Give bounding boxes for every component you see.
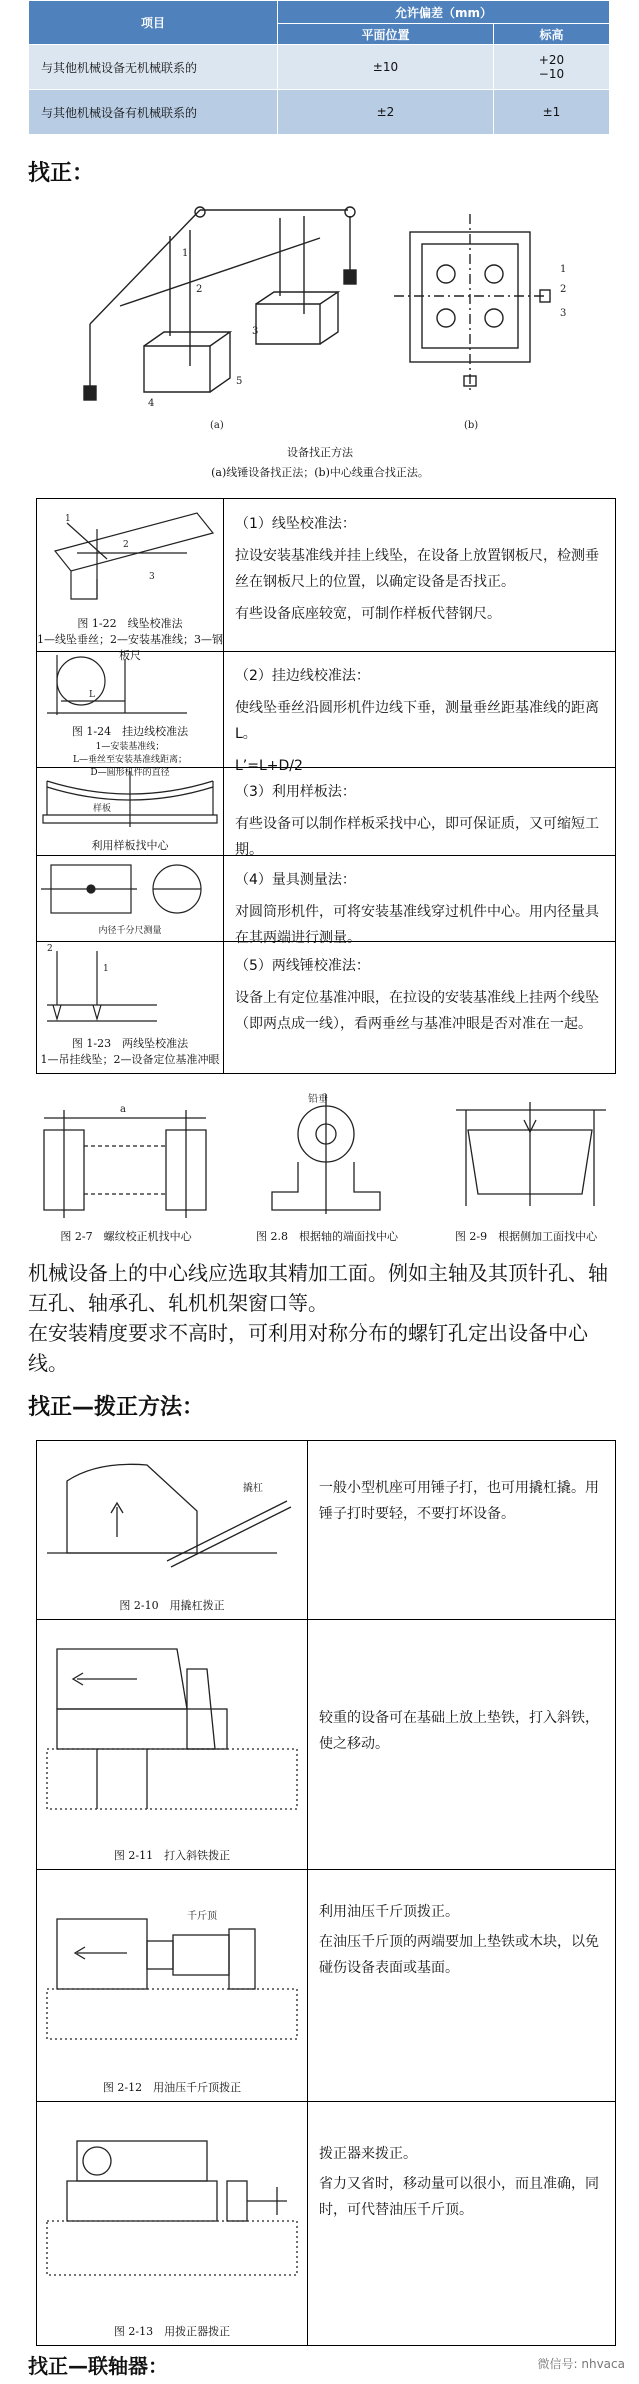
method-fig-cap: 图 1-23 两线坠校准法 — [71, 1037, 189, 1050]
method-fig-cap: 图 1-22 线坠校准法 — [77, 617, 183, 630]
method-fig-cap: L—垂丝至安装基准线距离； — [73, 755, 187, 765]
method-para: 对圆筒形机件，可将安装基准线穿过机件中心。用内径量具在其两端进行测量。 — [235, 904, 599, 946]
template-label: 样板 — [93, 804, 112, 814]
method-fig-cap: 内径千分尺测量 — [98, 926, 162, 936]
push-text — [319, 1475, 609, 1531]
fig-cap: 图 2.8 根据轴的端面找中心 — [256, 1230, 398, 1243]
row-elev: ±1 — [493, 90, 609, 135]
method-table — [36, 498, 616, 1074]
svg-text:3: 3 — [252, 326, 259, 337]
method-fig-cap: 1—安装基准线； — [95, 742, 165, 752]
method-figure — [37, 499, 224, 662]
method-row — [37, 499, 615, 662]
method-heading: （2）挂边线校准法： — [235, 668, 370, 684]
label-b: (b) — [464, 420, 479, 431]
fig-cap: 图 2-9 根据侧加工面找中心 — [454, 1230, 598, 1243]
push-fig-cap: 图 2-12 用油压千斤顶拨正 — [102, 2081, 242, 2094]
svg-text:3: 3 — [149, 572, 155, 582]
setup-diagram — [60, 196, 580, 436]
method-row — [37, 941, 615, 1073]
method-para: L’=L+D/2 — [235, 758, 303, 774]
col-plane: 平面位置 — [278, 24, 494, 45]
push-para: 利用油压千斤顶拨正。 — [319, 1904, 459, 1920]
table-row — [29, 90, 610, 135]
col-project: 项目 — [29, 1, 278, 45]
svg-text:1: 1 — [182, 248, 189, 259]
push-row — [37, 1619, 615, 1870]
center-figures-row — [36, 1090, 616, 1250]
method-para: 设备上有定位基准冲眼，在拉设的安装基准线上挂两个线坠（即两点成一线），看两垂丝与基准冲眼是否对准在一起。 — [235, 990, 599, 1032]
row-plane: ±10 — [278, 45, 494, 90]
method-heading: （1）线坠校准法： — [235, 516, 356, 532]
section-heading-find: 找正： — [28, 161, 95, 186]
method-figure — [37, 855, 224, 941]
watermark: 微信号: nhvaca — [537, 2357, 625, 2371]
elev-bottom: −10 — [538, 67, 565, 81]
label-lead: 铅垂 — [308, 1094, 328, 1105]
jack-label: 千斤顶 — [187, 1911, 217, 1922]
method-fig-cap: 1—线坠垂丝；2—安装基准线；3—钢板尺 — [37, 633, 223, 662]
row-label: 与其他机械设备无机械联系的 — [29, 45, 278, 90]
section-heading-coupling: 找正—联轴器： — [28, 2354, 168, 2378]
paragraph: 在安装精度要求不高时，可利用对称分布的螺钉孔定出设备中心线。 — [28, 1321, 588, 1375]
method-figure — [37, 651, 224, 778]
gauge-diagram — [37, 855, 223, 919]
section-heading-push: 找正—拨正方法： — [28, 1395, 205, 1420]
crowbar-diagram — [37, 1441, 307, 1581]
method-fig-cap: D—圆形机件的直径 — [90, 768, 170, 778]
push-row — [37, 2101, 615, 2345]
setup-subtitle: (a)线锤设备找正法；(b)中心线重合找正法。 — [211, 466, 429, 479]
label-a: (a) — [210, 420, 224, 431]
svg-text:2: 2 — [123, 540, 129, 550]
push-para: 拨正器来拨正。 — [319, 2146, 417, 2162]
method-para: 有些设备底座较宽，可制作样板代替钢尺。 — [235, 606, 501, 622]
push-para: 省力又省时，移动量可以很小，而且准确，同时，可代替油压千斤顶。 — [319, 2176, 599, 2218]
svg-text:L: L — [89, 690, 95, 700]
method-figure — [37, 941, 224, 1073]
svg-text:2: 2 — [560, 284, 567, 295]
plumb-ruler-diagram — [37, 499, 223, 611]
method-heading: （5）两线锤校准法： — [235, 958, 370, 974]
edge-line-diagram — [37, 651, 223, 719]
push-methods-table — [36, 1440, 616, 2346]
method-row — [37, 855, 615, 946]
centerline-text — [28, 1258, 618, 1378]
method-fig-cap: 图 1-24 挂边线校准法 — [71, 725, 189, 738]
label-a: a — [120, 1104, 126, 1115]
svg-text:5: 5 — [236, 376, 243, 387]
fig-cap: 图 2-7 螺纹校正机找中心 — [60, 1230, 192, 1243]
method-text — [235, 511, 607, 633]
row-label: 与其他机械设备有机械联系的 — [29, 90, 278, 135]
method-figure — [37, 767, 224, 855]
method-heading: （3）利用样板法： — [235, 784, 356, 800]
method-para: 使线坠垂丝沿圆形机件边线下垂，测量垂丝距基准线的距离 L。 — [235, 700, 599, 742]
row-plane: ±2 — [278, 90, 494, 135]
svg-text:2: 2 — [196, 284, 203, 295]
table-row — [29, 45, 610, 90]
method-row — [37, 767, 615, 856]
col-allow: 允许偏差（mm） — [278, 1, 610, 24]
crowbar-label: 撬杠 — [243, 1483, 263, 1494]
svg-text:4: 4 — [148, 398, 155, 409]
push-text — [319, 1899, 609, 1985]
col-elev: 标高 — [493, 24, 609, 45]
method-heading: （4）量具测量法： — [235, 872, 356, 888]
push-figure — [37, 2101, 308, 2345]
adjuster-diagram — [37, 2101, 307, 2301]
method-fig-cap: 利用样板找中心 — [91, 839, 169, 852]
method-text — [235, 953, 607, 1043]
push-figure — [37, 1869, 308, 2101]
push-figure — [37, 1441, 308, 1619]
push-fig-cap: 图 2-13 用拨正器拨正 — [113, 2325, 231, 2338]
push-row — [37, 1869, 615, 2102]
center-figures — [36, 1090, 616, 1222]
svg-text:3: 3 — [560, 308, 567, 319]
push-fig-cap: 图 2-10 用撬杠拨正 — [119, 1599, 225, 1612]
push-para: 一般小型机座可用锤子打，也可用撬杠撬。用锤子打时要轻，不要打坏设备。 — [319, 1480, 599, 1522]
setup-figure — [60, 196, 580, 478]
row-elev — [493, 45, 609, 90]
template-diagram — [37, 767, 223, 833]
push-para: 在油压千斤顶的两端要加上垫铁或木块，以免碰伤设备表面或基面。 — [319, 1934, 599, 1976]
jack-diagram — [37, 1869, 307, 2059]
push-fig-cap: 图 2-11 打入斜铁拨正 — [113, 1849, 231, 1862]
svg-text:2: 2 — [47, 944, 53, 954]
push-figure — [37, 1619, 308, 1869]
elev-top: +20 — [538, 53, 565, 67]
svg-text:1: 1 — [65, 514, 71, 524]
method-row — [37, 651, 615, 778]
two-plumb-diagram — [37, 941, 223, 1031]
push-row — [37, 1441, 615, 1620]
push-para: 较重的设备可在基础上放上垫铁，打入斜铁，使之移动。 — [319, 1710, 599, 1752]
setup-title: 设备找正方法 — [287, 446, 353, 459]
method-para: 拉设安装基准线并挂上线坠，在设备上放置钢板尺，检测垂丝在钢板尺上的位置，以确定设备是否找正。 — [235, 548, 599, 590]
tolerance-table — [28, 0, 610, 135]
wedge-diagram — [37, 1619, 307, 1829]
push-text — [319, 1705, 609, 1761]
push-text — [319, 2141, 609, 2227]
svg-text:1: 1 — [560, 264, 567, 275]
svg-text:1: 1 — [103, 964, 109, 974]
method-para: 有些设备可以制作样板采找中心，即可保证质，又可缩短工期。 — [235, 816, 599, 858]
method-fig-cap: 1—吊挂线坠；2—设备定位基准冲眼 — [40, 1053, 220, 1066]
paragraph: 机械设备上的中心线应选取其精加工面。例如主轴及其顶针孔、轴互孔、轴承孔、轧机机架窗口等。 — [28, 1261, 608, 1315]
